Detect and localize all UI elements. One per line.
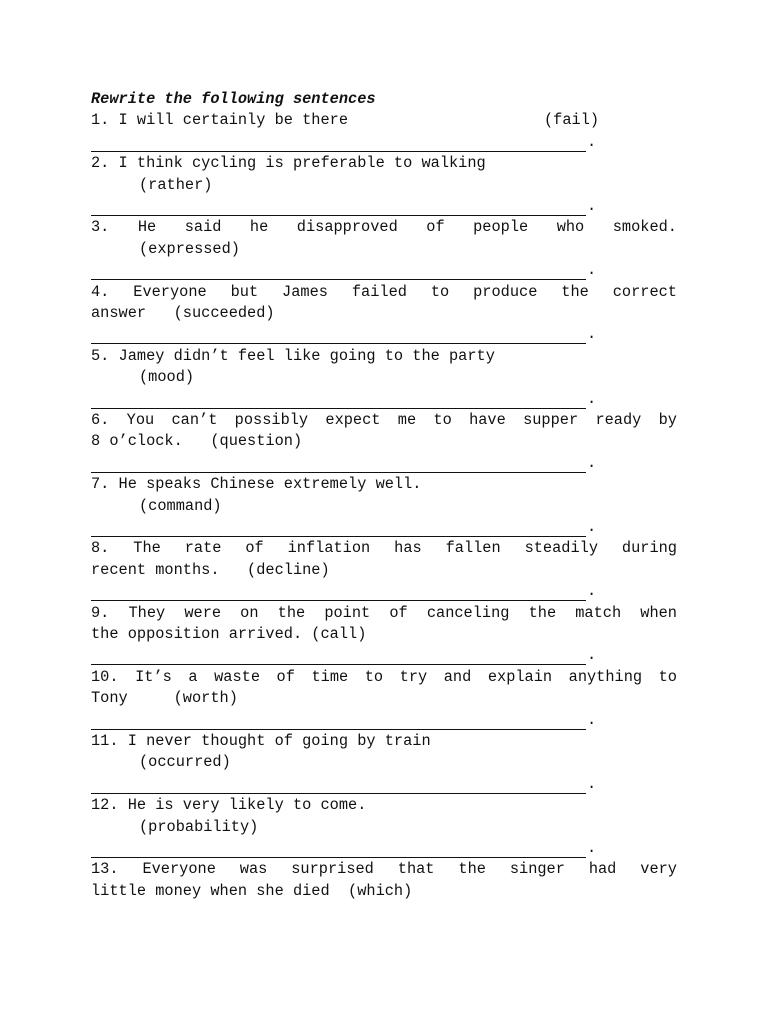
question-1 [91,110,677,131]
question-12-text: 12. He is very likely to come. [91,796,367,815]
answer-line-12[interactable] [91,838,677,859]
question-4-line-2: answer (succeeded) [91,304,275,323]
answer-line-6-end: . [587,453,597,472]
answer-line-1-end: . [587,132,597,151]
answer-line-4-end: . [587,325,597,344]
question-4-line-1: 4. Everyone but James failed to produce the correct [91,282,677,301]
question-6-line-1: 6. You can’t possibly expect me to have supper ready by [91,411,677,430]
answer-line-7-end: . [587,518,597,537]
answer-line-9-end: . [587,646,597,665]
answer-line-8[interactable] [91,581,677,602]
question-12-hint: (probability) [139,817,259,836]
question-6-line-2: 8 o’clock. (question) [91,432,303,451]
question-2-text: 2. I think cycling is preferable to walking [91,154,486,173]
question-11-hint: (occurred) [139,753,231,772]
answer-line-2[interactable] [91,196,677,217]
answer-line-11[interactable] [91,774,677,795]
answer-line-10-end: . [587,710,597,729]
answer-line-4[interactable] [91,324,677,345]
answer-line-6[interactable] [91,453,677,474]
answer-line-8-end: . [587,582,597,601]
question-13-line-2: little money when she died (which) [91,881,413,900]
worksheet-title: Rewrite the following sentences [91,90,376,108]
answer-line-3[interactable] [91,260,677,281]
question-1-hint: (fail) [544,111,600,130]
question-5-text: 5. Jamey didn’t feel like going to the party [91,346,495,365]
question-11-text: 11. I never thought of going by train [91,732,431,751]
answer-line-11-end: . [587,774,597,793]
answer-line-5-end: . [587,389,597,408]
answer-line-2-end: . [587,197,597,216]
answer-line-1[interactable] [91,132,677,153]
question-10-line-2: Tony (worth) [91,689,238,708]
question-8-line-2: recent months. (decline) [91,560,330,579]
question-7-hint: (command) [139,496,222,515]
question-5-hint: (mood) [139,368,195,387]
answer-line-10[interactable] [91,710,677,731]
question-7-text: 7. He speaks Chinese extremely well. [91,475,422,494]
question-8-line-1: 8. The rate of inflation has fallen steadily during [91,539,677,558]
question-1-text: 1. I will certainly be there [91,111,349,130]
answer-line-5[interactable] [91,389,677,410]
answer-line-9[interactable] [91,645,677,666]
question-3-hint: (expressed) [139,239,240,258]
question-3-text: 3. He said he disapproved of people who smoked. [91,218,677,237]
answer-line-12-end: . [587,839,597,858]
question-10-line-1: 10. It’s a waste of time to try and explain anything to [91,667,677,686]
question-9-line-2: the opposition arrived. (call) [91,625,367,644]
answer-line-7[interactable] [91,517,677,538]
answer-line-3-end: . [587,261,597,280]
question-13-line-1: 13. Everyone was surprised that the singer had very [91,860,677,879]
question-2-hint: (rather) [139,175,213,194]
question-9-line-1: 9. They were on the point of canceling the match when [91,603,677,622]
worksheet-content [91,89,677,902]
